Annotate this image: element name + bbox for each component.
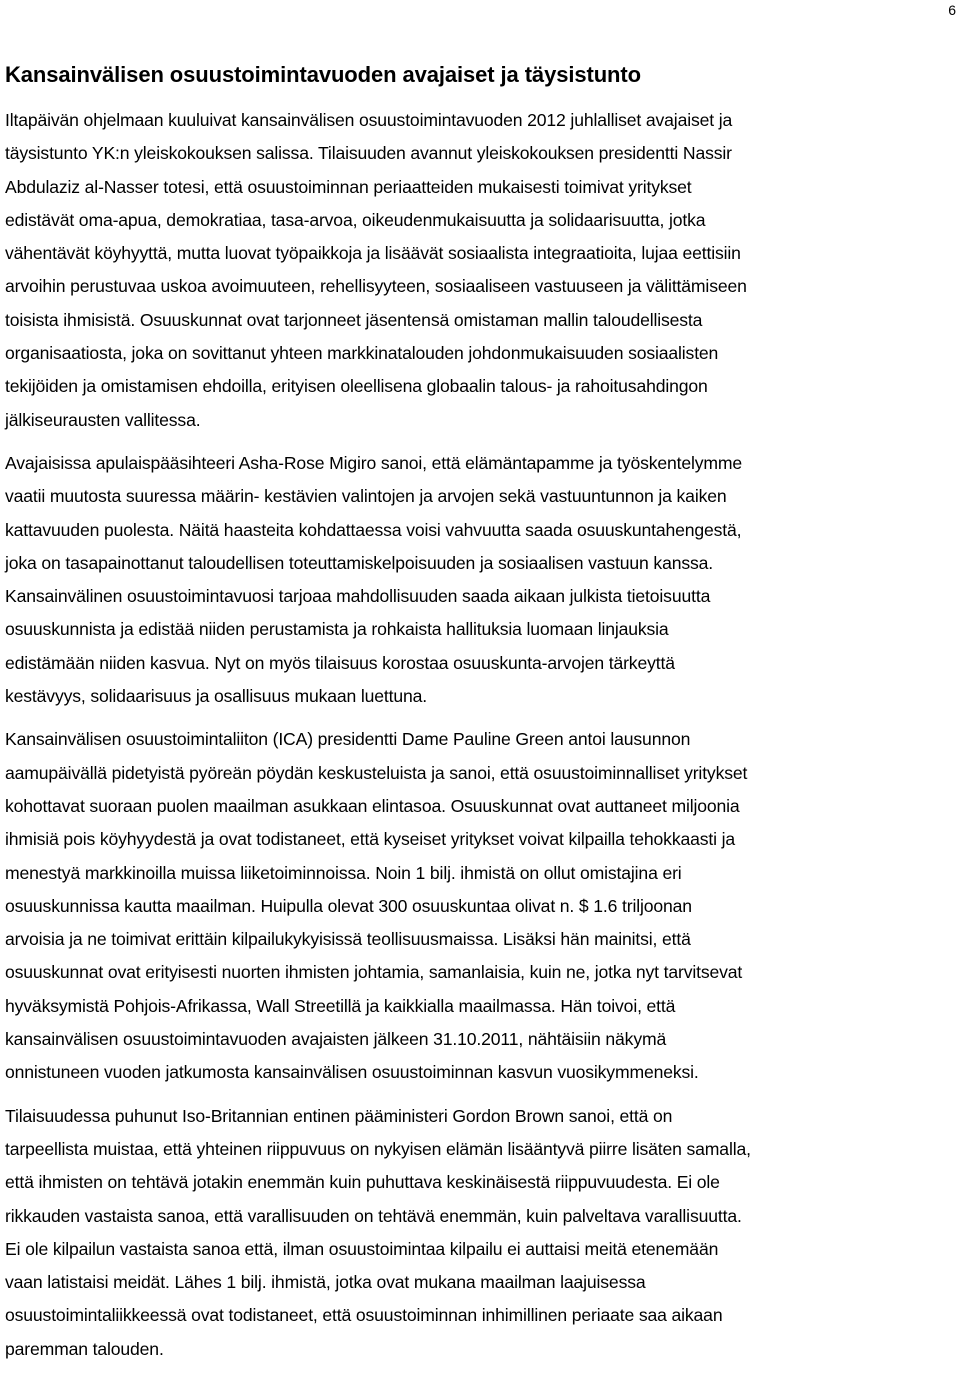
text-line: kohottavat suoraan puolen maailman asukkaan elintasoa. Osuuskunnat ovat auttaneet miljoonia — [5, 795, 740, 816]
text-line: aamupäivällä pidetyistä pyöreän pöydän keskusteluista ja sanoi, että osuustoiminnalliset yritykset — [5, 762, 748, 783]
text-line: Kansainvälinen osuustoimintavuosi tarjoaa mahdollisuuden saada aikaan julkista tietoisuutta — [5, 586, 711, 607]
text-line: tekijöiden ja omistamisen ehdoilla, erityisen oleellisena globaalin talous- ja rahoitusahdingon — [5, 376, 708, 397]
text-line: vaan latistaisi meidät. Lähes 1 bilj. ihmistä, jotka ovat mukana maailman laajuisessa — [5, 1272, 646, 1293]
text-line: kattavuuden puolesta. Näitä haasteita kohdattaessa voisi vahvuutta saada osuuskuntahengestä, — [5, 519, 742, 540]
text-line: toisista ihmisistä. Osuuskunnat ovat tarjonneet jäsentensä omistaman mallin taloudellisesta — [5, 309, 703, 330]
section-heading: Kansainvälisen osuustoimintavuoden avajaiset ja täysistunto — [5, 62, 641, 87]
text-line: osuustoimintaliikkeessä ovat todistaneet, että osuustoiminnan inhimillinen periaate saa aikaan — [5, 1305, 723, 1326]
paragraph-3 — [5, 723, 955, 1089]
text-line: hyväksymistä Pohjois-Afrikassa, Wall Streetillä ja kaikkialla maailmassa. Hän toivoi, että — [5, 995, 676, 1016]
paragraph-4 — [5, 1100, 955, 1366]
text-line: osuuskunnista ja edistää niiden perustamista ja rohkaista hallituksia luomaan linjauksia — [5, 619, 669, 640]
text-line: Kansainvälisen osuustoimintaliiton (ICA) presidentti Dame Pauline Green antoi lausunnon — [5, 729, 691, 750]
text-line: osuuskunnat ovat erityisesti nuorten ihmisten johtamia, samanlaisia, kuin ne, jotka nyt tarvitsevat — [5, 962, 743, 983]
document-body — [5, 60, 955, 1376]
paragraphs — [5, 104, 955, 1366]
text-line: paremman talouden. — [5, 1338, 164, 1359]
page-number: 6 — [948, 2, 956, 18]
text-line: joka on tasapainottanut taloudellisen toteuttamiskelpoisuuden ja sosiaalisen vastuun kanssa. — [5, 552, 714, 573]
text-line: täysistunto YK:n yleiskokouksen salissa. Tilaisuuden avannut yleiskokouksen presidentti Nassir — [5, 143, 732, 164]
paragraph-1 — [5, 104, 955, 437]
text-line: että ihmisten on tehtävä jotakin enemmän kuin puhuttava keskinäisestä riippuvuudesta. Ei ole — [5, 1172, 720, 1193]
text-line: edistämään niiden kasvua. Nyt on myös tilaisuus korostaa osuuskunta-arvojen tärkeyttä — [5, 652, 675, 673]
text-line: arvoisia ja ne toimivat erittäin kilpailukykyisissä teollisuusmaissa. Lisäksi hän mainitsi, että — [5, 929, 691, 950]
text-line: organisaatiosta, joka on sovittanut yhteen markkinatalouden johdonmukaisuuden sosiaalisten — [5, 343, 719, 364]
text-line: Iltapäivän ohjelmaan kuuluivat kansainvälisen osuustoimintavuoden 2012 juhlalliset avajaiset ja — [5, 110, 733, 130]
text-line: rikkauden vastaista sanoa, että varallisuuden on tehtävä enemmän, kuin palveltava varallisuutta. — [5, 1205, 742, 1226]
text-line: ihmisiä pois köyhyydestä ja ovat todistaneet, että kyseiset yritykset voivat kilpailla tehokkaasti ja — [5, 829, 736, 850]
text-line: onnistuneen vuoden jatkumosta kansainvälisen osuustoiminnan kasvun vuosikymmeneksi. — [5, 1062, 699, 1083]
text-line: edistävät oma-apua, demokratiaa, tasa-arvoa, oikeudenmukaisuutta ja solidaarisuutta, jotka — [5, 209, 706, 230]
paragraph-2 — [5, 447, 955, 713]
text-line: menestyä markkinoilla muissa liiketoiminnoissa. Noin 1 bilj. ihmistä on ollut omistajina eri — [5, 862, 682, 883]
text-line: tarpeellista muistaa, että yhteinen riippuvuus on nykyisen elämän lisääntyvä piirre lisäten samalla, — [5, 1138, 751, 1159]
text-line: kestävyys, solidaarisuus ja osallisuus mukaan luettuna. — [5, 686, 428, 707]
text-line: osuuskunnissa kautta maailman. Huipulla olevat 300 osuuskuntaa olivat n. $ 1.6 triljoonan — [5, 895, 692, 916]
text-line: Ei ole kilpailun vastaista sanoa että, ilman osuustoimintaa kilpailu ei auttaisi meitä etenemään — [5, 1238, 719, 1259]
text-line: Avajaisissa apulaispääsihteeri Asha-Rose Migiro sanoi, että elämäntapamme ja työskentelymme — [5, 452, 743, 473]
text-line: arvoihin perustuvaa uskoa avoimuuteen, rehellisyyteen, sosiaaliseen vastuuseen ja välittämiseen — [5, 276, 747, 297]
text-line: Tilaisuudessa puhunut Iso-Britannian entinen pääministeri Gordon Brown sanoi, että on — [5, 1105, 673, 1126]
text-line: Abdulaziz al-Nasser totesi, että osuustoiminnan periaatteiden mukaisesti toimivat yritykset — [5, 176, 692, 197]
text-line: jälkiseurausten vallitessa. — [5, 409, 201, 430]
text-line: vaatii muutosta suuressa määrin- kestävien valintojen ja arvojen sekä vastuuntunnon ja kaiken — [5, 486, 727, 507]
text-line: kansainvälisen osuustoimintavuoden avajaisten jälkeen 31.10.2011, nähtäisiin näkymä — [5, 1029, 667, 1050]
text-line: vähentävät köyhyyttä, mutta luovat työpaikkoja ja lisäävät sosiaalista integraatioita, lujaa eettisiin — [5, 243, 741, 264]
